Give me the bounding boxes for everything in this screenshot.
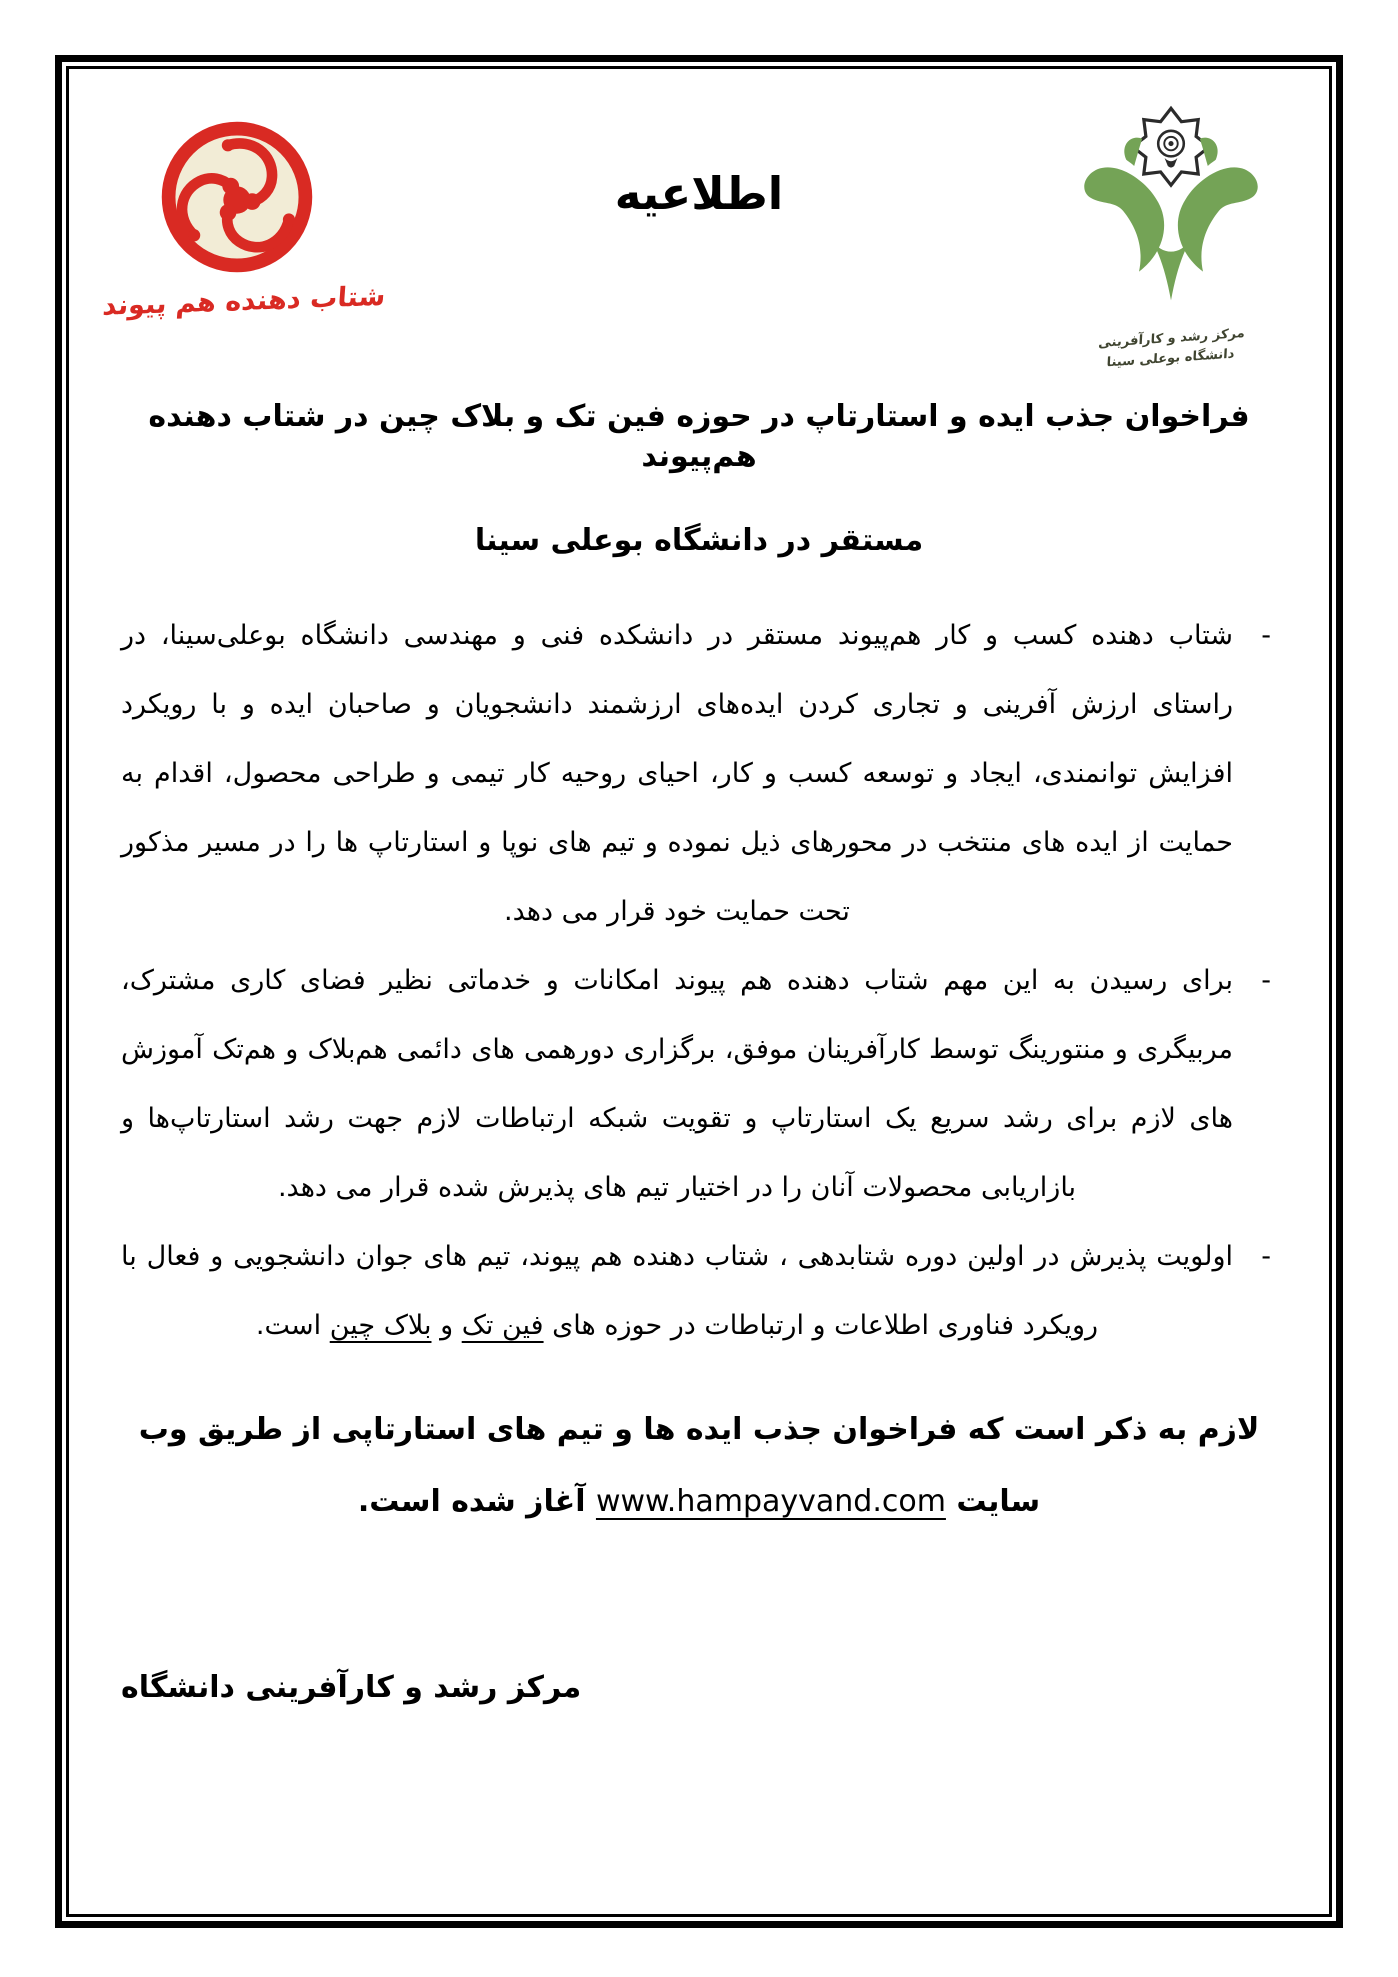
- heading-location: مستقر در دانشگاه بوعلی سینا: [474, 523, 924, 558]
- callout-line2: [121, 1466, 1277, 1538]
- university-logo-icon: [1075, 105, 1267, 323]
- text-run: و: [431, 1310, 462, 1341]
- hampayvand-logo-block: [101, 121, 389, 322]
- body-paragraph-3: [121, 1222, 1277, 1360]
- page-title: اطلاعیه: [614, 167, 784, 220]
- bullet-dash: -: [1261, 620, 1271, 651]
- paragraph-text: [121, 965, 1233, 1203]
- text-run: آغاز شده است.: [357, 1484, 596, 1519]
- university-caption-line1: مرکز رشد و کارآفرینی: [1097, 325, 1246, 352]
- bullet-dash: -: [1261, 1241, 1271, 1272]
- outer-border-frame: [55, 55, 1343, 1928]
- text-run: است.: [255, 1310, 330, 1341]
- university-caption-line2: دانشگاه بوعلی سینا: [1106, 346, 1235, 371]
- body-text: [121, 601, 1277, 1360]
- header: [101, 69, 1277, 371]
- paragraph-text: [121, 1241, 1233, 1341]
- text-run: برای رسیدن به این مهم شتاب دهنده هم پیوند امکانات و خدماتی نظیر فضای کاری مشترک، مربیگری و منتورینگ توسط کارآفرینان موفق، برگزاری دورهمی های دائمی هم‌بلاک و هم‌تک آموزش های لازم برای رشد سریع یک استارتاپ و تقویت شبکه ارتباطات لازم جهت رشد استارتاپ‌ها و بازاریابی محصولات آنان را در اختیار تیم های پذیرش شده قرار می دهد.: [121, 965, 1233, 1203]
- inner-border-frame: [66, 66, 1332, 1917]
- signature-incubation-center: مرکز رشد و کارآفرینی دانشگاه: [121, 1670, 582, 1705]
- bullet-dash: -: [1261, 965, 1271, 996]
- text-run: اولویت پذیرش در اولین دوره شتابدهی ، شتاب دهنده هم پیوند، تیم های جوان دانشجویی و فعال با رویکرد فناوری اطلاعات و ارتباطات در حوزه های: [121, 1241, 1233, 1341]
- website-url: www.hampayvand.com: [595, 1484, 946, 1519]
- hampayvand-logo-caption: شتاب دهنده هم پیوند: [101, 280, 387, 322]
- text-run: شتاب دهنده کسب و کار هم‌پیوند مستقر در دانشکده فنی و مهندسی دانشگاه بوعلی‌سینا، در راستای ارزش آفرینی و تجاری کردن ایده‌های ارزشمند دانشجویان و صاحبان ایده و با رویکرد افزایش توانمندی، ایجاد و توسعه کسب و کار، احیای روحیه کار تیمی و طراحی محصول، اقدام به حمایت از ایده های منتخب در محورهای ذیل نموده و تیم های نوپا و استارتاپ ها را در مسیر مذکور تحت حمایت خود قرار می دهد.: [121, 620, 1233, 927]
- callout-line1: لازم به ذکر است که فراخوان جذب ایده ها و تیم های استارتاپی از طریق وب: [138, 1412, 1260, 1447]
- heading-call-for-ideas: فراخوان جذب ایده و استارتاپ در حوزه فین تک و بلاک چین در شتاب دهنده هم‌پیوند: [148, 399, 1250, 474]
- body-paragraph-1: [121, 601, 1277, 946]
- hampayvand-logo-icon: [161, 121, 313, 273]
- callout-note: [121, 1394, 1277, 1538]
- body-paragraph-2: [121, 946, 1277, 1222]
- underlined-term-fintech: فین تک: [461, 1310, 544, 1341]
- text-run: سایت: [945, 1484, 1041, 1519]
- university-logo-caption: [1069, 322, 1272, 376]
- underlined-term-blockchain: بلاک چین: [329, 1310, 432, 1341]
- paragraph-text: [121, 620, 1233, 927]
- university-logo-block: [1071, 105, 1271, 369]
